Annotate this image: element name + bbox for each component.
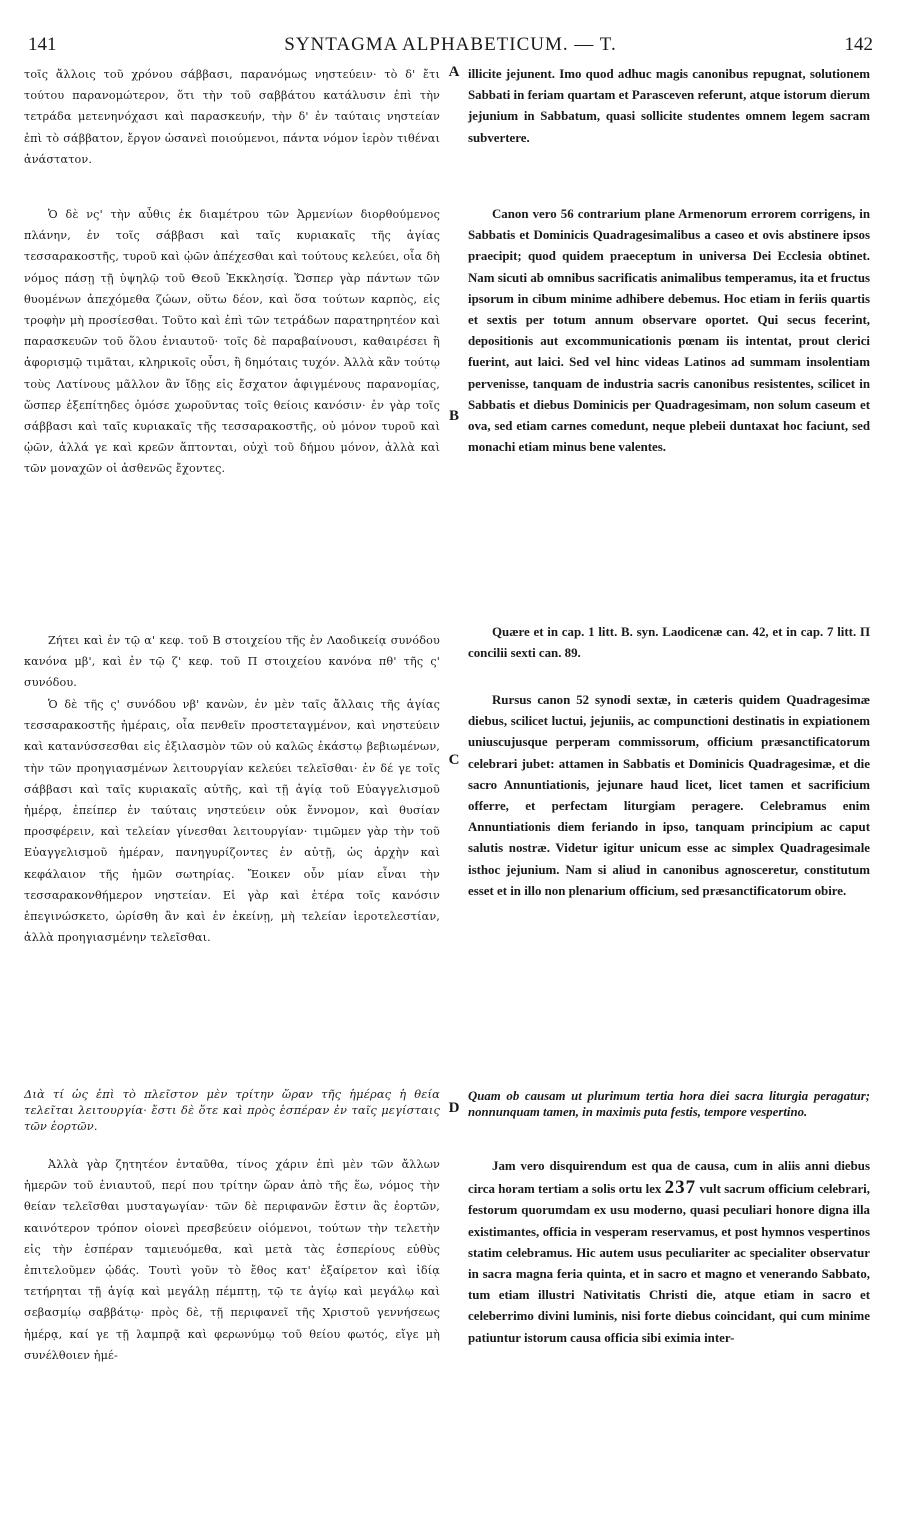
greek-paragraph: Ἀλλὰ γὰρ ζητητέον ἐνταῦθα, τίνος χάριν ἐπὶ μὲν τῶν ἄλλων ἡμερῶν τοῦ ἐνιαυτοῦ, περί που τρίτην ὥραν ἀπὸ τῆς ἕω, νόμος τὴν θείαν τελεῖσθαι μυσταγωγίαν· τῶν δὲ περιφανῶν ἔστιν ἃς ἑορτῶν, καινότερον τρόπον οἱονεὶ πρεσβεύειν οἰόμενοι, τούτων τὴν τελετὴν εἰς τὴν ἑσπέραν ταμιευόμεθα, καὶ μετὰ τὰς ἑσπερίους εὐθὺς ἐπιτελοῦμεν ᾠδάς. Τουτὶ γοῦν τὸ ἔθος κατ' ἐξαίρετον καὶ ἰδίᾳ τετήρηται τῇ ἁγίᾳ καὶ μεγάλῃ πέμπτῃ, τῷ τε ἁγίῳ καὶ μεγάλῳ καὶ σεβασμίῳ σαββάτῳ· πρὸς δὲ, τῇ περιφανεῖ τῆς Χριστοῦ γεννήσεως ἡμέρᾳ, καί γε τῇ λαμπρᾷ καὶ φερωνύμῳ τοῦ θείου φωτός, εἴγε μὴ συνέλθοιεν ἡμέ- <box>24 1158 440 1362</box>
greek-paragraph: Ζήτει καὶ ἐν τῷ α' κεφ. τοῦ Β στοιχείου τῆς ἐν Λαοδικείᾳ συνόδου κανόνα μβ', καὶ ἐν τῷ ζ' κεφ. τοῦ Π στοιχείου κανόνα πθ' τῆς ς' συνόδου. <box>24 634 440 690</box>
page-number-left: 141 <box>28 34 57 55</box>
latin-paragraph: Canon vero 56 contrarium plane Armenorum errorem corrigens, in Sabbatis et Dominicis Quadragesimalibus a caseo et ovis abstinere ipsos praecipit; quod quidem praeceptum in universa Dei Ecclesia obtinet. Nam sicuti ab omnibus sacrificatis animalibus temperamus, ita et fructus ipsorum in cibum minime adhibere debemus. Hoc etiam in feriis quartis et sextis per totum annum observare oportet. Qui secus fecerint, depositionis aut excommunicationis pœnam iis intentat, prout clerici fuerint, aut laici. Sed vel hinc videas Latinos ad summam insolentiam pervenisse, tanquam de industria sacris canonibus resistentes, scilicet in Sabbatis et diebus Dominicis per Quadragesimam, non solum caseum et ova, sed etiam carnes comedunt, neque plebeii duntaxat hoc faciunt, sed monachi etiam minus bene valentes. <box>468 207 870 455</box>
greek-paragraph: τοῖς ἄλλοις τοῦ χρόνου σάββασι, παρανόμως νηστεύειν· τὸ δ' ἔτι τούτου παρανομώτερον, ὅτι τὴν τοῦ σαββάτου κατάλυσιν ἐπὶ τὴν τετράδα μετενηνόχασι καὶ παρασκευήν, τὴν δ' ἐν ταύταις νηστείαν ἐπὶ τὸ σάββατον, ἔργον ὡσανεὶ ποιούμενοι, πάντα νόμον ἱερὸν τιθέναι ἀνάστατον. <box>24 68 440 166</box>
greek-paragraph: Ὁ δὲ τῆς ς' συνόδου νβ' κανὼν, ἐν μὲν ταῖς ἄλλαις τῆς ἁγίας τεσσαρακοστῆς ἡμέραις, οἷα πενθεῖν προστεταγμένον, καὶ νηστεύειν καὶ κατανύσσεσθαι εἰς ἐξιλασμὸν τῶν οὐ καλῶς ἑκάστῳ βεβιωμένων, τὴν τῶν προηγιασμένων λειτουργίαν κελεύει τελεῖσθαι· ἐν δέ γε τοῖς σάββασι καὶ ταῖς κυριακαῖς αὐτῆς, καὶ τῇ ἁγίᾳ τοῦ Εὐαγγελισμοῦ ἡμέρᾳ, ἐπείπερ ἐν ταύταις νηστεύειν οὐκ ἔννομον, καὶ θυσίαν προσφέρειν, καὶ τελείαν γίνεσθαι λειτουργίαν· τιμῶμεν γὰρ τὴν τοῦ Εὐαγγελισμοῦ ἡμέραν, πανηγυρίζοντες ἐν αὐτῇ, ὡς ἀρχὴν καὶ κεφάλαιον τῆς ἡμῶν σωτηρίας. Ἔοικεν οὖν μίαν εἶναι τὴν τεσσαρακονθήμερον νηστείαν. Εἰ γὰρ καὶ ἑτέρα τοῖς κανόσιν ἐπεγινώσκετο, ὡρίσθη ἂν καὶ ἐν ἐκείνῃ, μὴ τελείαν ἱεροτελεστίαν, ἀλλὰ προηγιασμένην τελεῖσθαι. <box>24 698 440 945</box>
latin-paragraph <box>468 1156 870 1349</box>
latin-paragraph: Quære et in cap. 1 litt. B. syn. Laodicenæ can. 42, et in cap. 7 litt. Π concilii sexti can. 89. <box>468 625 870 661</box>
latin-paragraph: Rursus canon 52 synodi sextæ, in cæteris quidem Quadragesimæ diebus, scilicet luctui, jejuniis, ac compunctioni destinatis in expiationem uniuscujusque perperam commissorum, officium præsanctificatorum celebrari jubet: attamen in Sabbatis et Dominicis Quadragesimæ, et die sacro Annuntiationis, jejunare haud licet, licet tamen et sacrificium offerre, et perfectam liturgiam peragere. Celebramus enim Annuntiationis diem feriando in ipso, tanquam principium ac caput salutis nostræ. Videtur igitur unicum esse ac simplex Quadragesimale isthoc jejunium. Nam si aliud in canonibus agnosceretur, constitutum esset et in illo non plenarium officium, sed præsanctificatorum obire. <box>468 693 870 898</box>
greek-section-heading: Διὰ τί ὡς ἐπὶ τὸ πλεῖστον μὲν τρίτην ὥραν τῆς ἡμέρας ἡ θεία τελεῖται λειτουργία· ἔστι δὲ ὅτε καὶ πρὸς ἑσπέραν ἐν ταῖς μεγίσταις τῶν ἑορτῶν. <box>24 1087 440 1133</box>
page-number-right: 142 <box>844 34 873 55</box>
running-title: SYNTAGMA ALPHABETICUM. — T. <box>284 34 617 55</box>
latin-text: Jam vero disquirendum est qua de causa, cum in aliis anni diebus circa horam tertiam a solis ortu lex <box>468 1159 870 1197</box>
latin-text: vult sacrum officium celebrari, festorum quorumdam ex usu moderno, quasi peculiari honore digna illa existimantes, officia in vesperam reservamus, et post hymnos vespertinos statim celebramus. Hic autem usus peculiariter ac specialiter observatur in sacra magna feria quinta, et in sacro et magno et venerando Sabbato, tum etiam illustri Nativitatis Christi die, atque etiam in sacro et celeberrimo divini luminis, nisi forte diebus coincidant, qui cum minime patiuntur istorum causa officia sibi eximia inter- <box>468 1182 870 1345</box>
margin-letter-c: C <box>448 752 460 768</box>
latin-section-heading: Quam ob causam ut plurimum tertia hora diei sacra liturgia peragatur; nonnunquam tamen, in maximis puta festis, tempore vespertino. <box>468 1089 870 1119</box>
page-header <box>28 34 873 60</box>
margin-letter-b: B <box>448 408 459 424</box>
greek-paragraph: Ὁ δὲ νς' τὴν αὖθις ἐκ διαμέτρου τῶν Ἀρμενίων διορθούμενος πλάνην, ἐν τοῖς σάββασι καὶ ταῖς κυριακαῖς τῆς ἁγίας τεσσαρακοστῆς, τυροῦ καὶ ᾠῶν ἀπέχεσθαι καὶ τούτους κελεύει, οἷα δὴ νόμος πάσῃ τῇ ὑψηλῷ τοῦ Θεοῦ Ἐκκλησίᾳ. Ὥσπερ γὰρ πάντων τῶν θυομένων ἀπεχόμεθα ζώων, οὕτω δέον, καὶ ὅσα τούτων καρπὸς, εἰς τροφὴν μὴ προσίεσθαι. Τοῦτο καὶ ἐπὶ τῶν τετράδων παρατηρητέον καὶ παρασκευῶν τοῦ ὅλου ἐνιαυτοῦ· τοῖς δὲ παραβαίνουσι, καθαιρέσει ἢ ἀφορισμῷ τιμᾶται, κληρικοῖς οὖσι, ἢ δημόταις τυχόν. Ἀλλὰ κἂν τούτῳ τοὺς Λατίνους μᾶλλον ἂν ἴδῃς εἰς ἔσχατον ἀφιγμένους παρανομίας, ὥσπερ ἐξεπίτηδες ὁμόσε χωροῦντας τοῖς θείοις κανόσιν· ἐν γὰρ τοῖς σάββασι καὶ ταῖς κυριακαῖς τῆς τεσσαρακοστῆς, οὐ μόνον τυροῦ καὶ ᾠῶν, ἀλλά γε καὶ κρεῶν ἅπτονται, οὐχὶ τοῦ δήμου μόνον, ἀλλὰ καὶ τῶν μοναχῶν οἱ ἀσθενῶς ἔχοντες. <box>24 208 440 476</box>
column-number: 237 <box>664 1177 697 1199</box>
margin-letter-d: D <box>448 1100 460 1116</box>
latin-paragraph: illicite jejunent. Imo quod adhuc magis canonibus repugnat, solutionem Sabbati in feriam quartam et Parasceven referunt, atque istorum dierum jejunium in Sabbatum, quasi sollicite studentes omnem legem sacram subvertere. <box>468 67 870 145</box>
margin-letter-a: A <box>448 64 460 80</box>
